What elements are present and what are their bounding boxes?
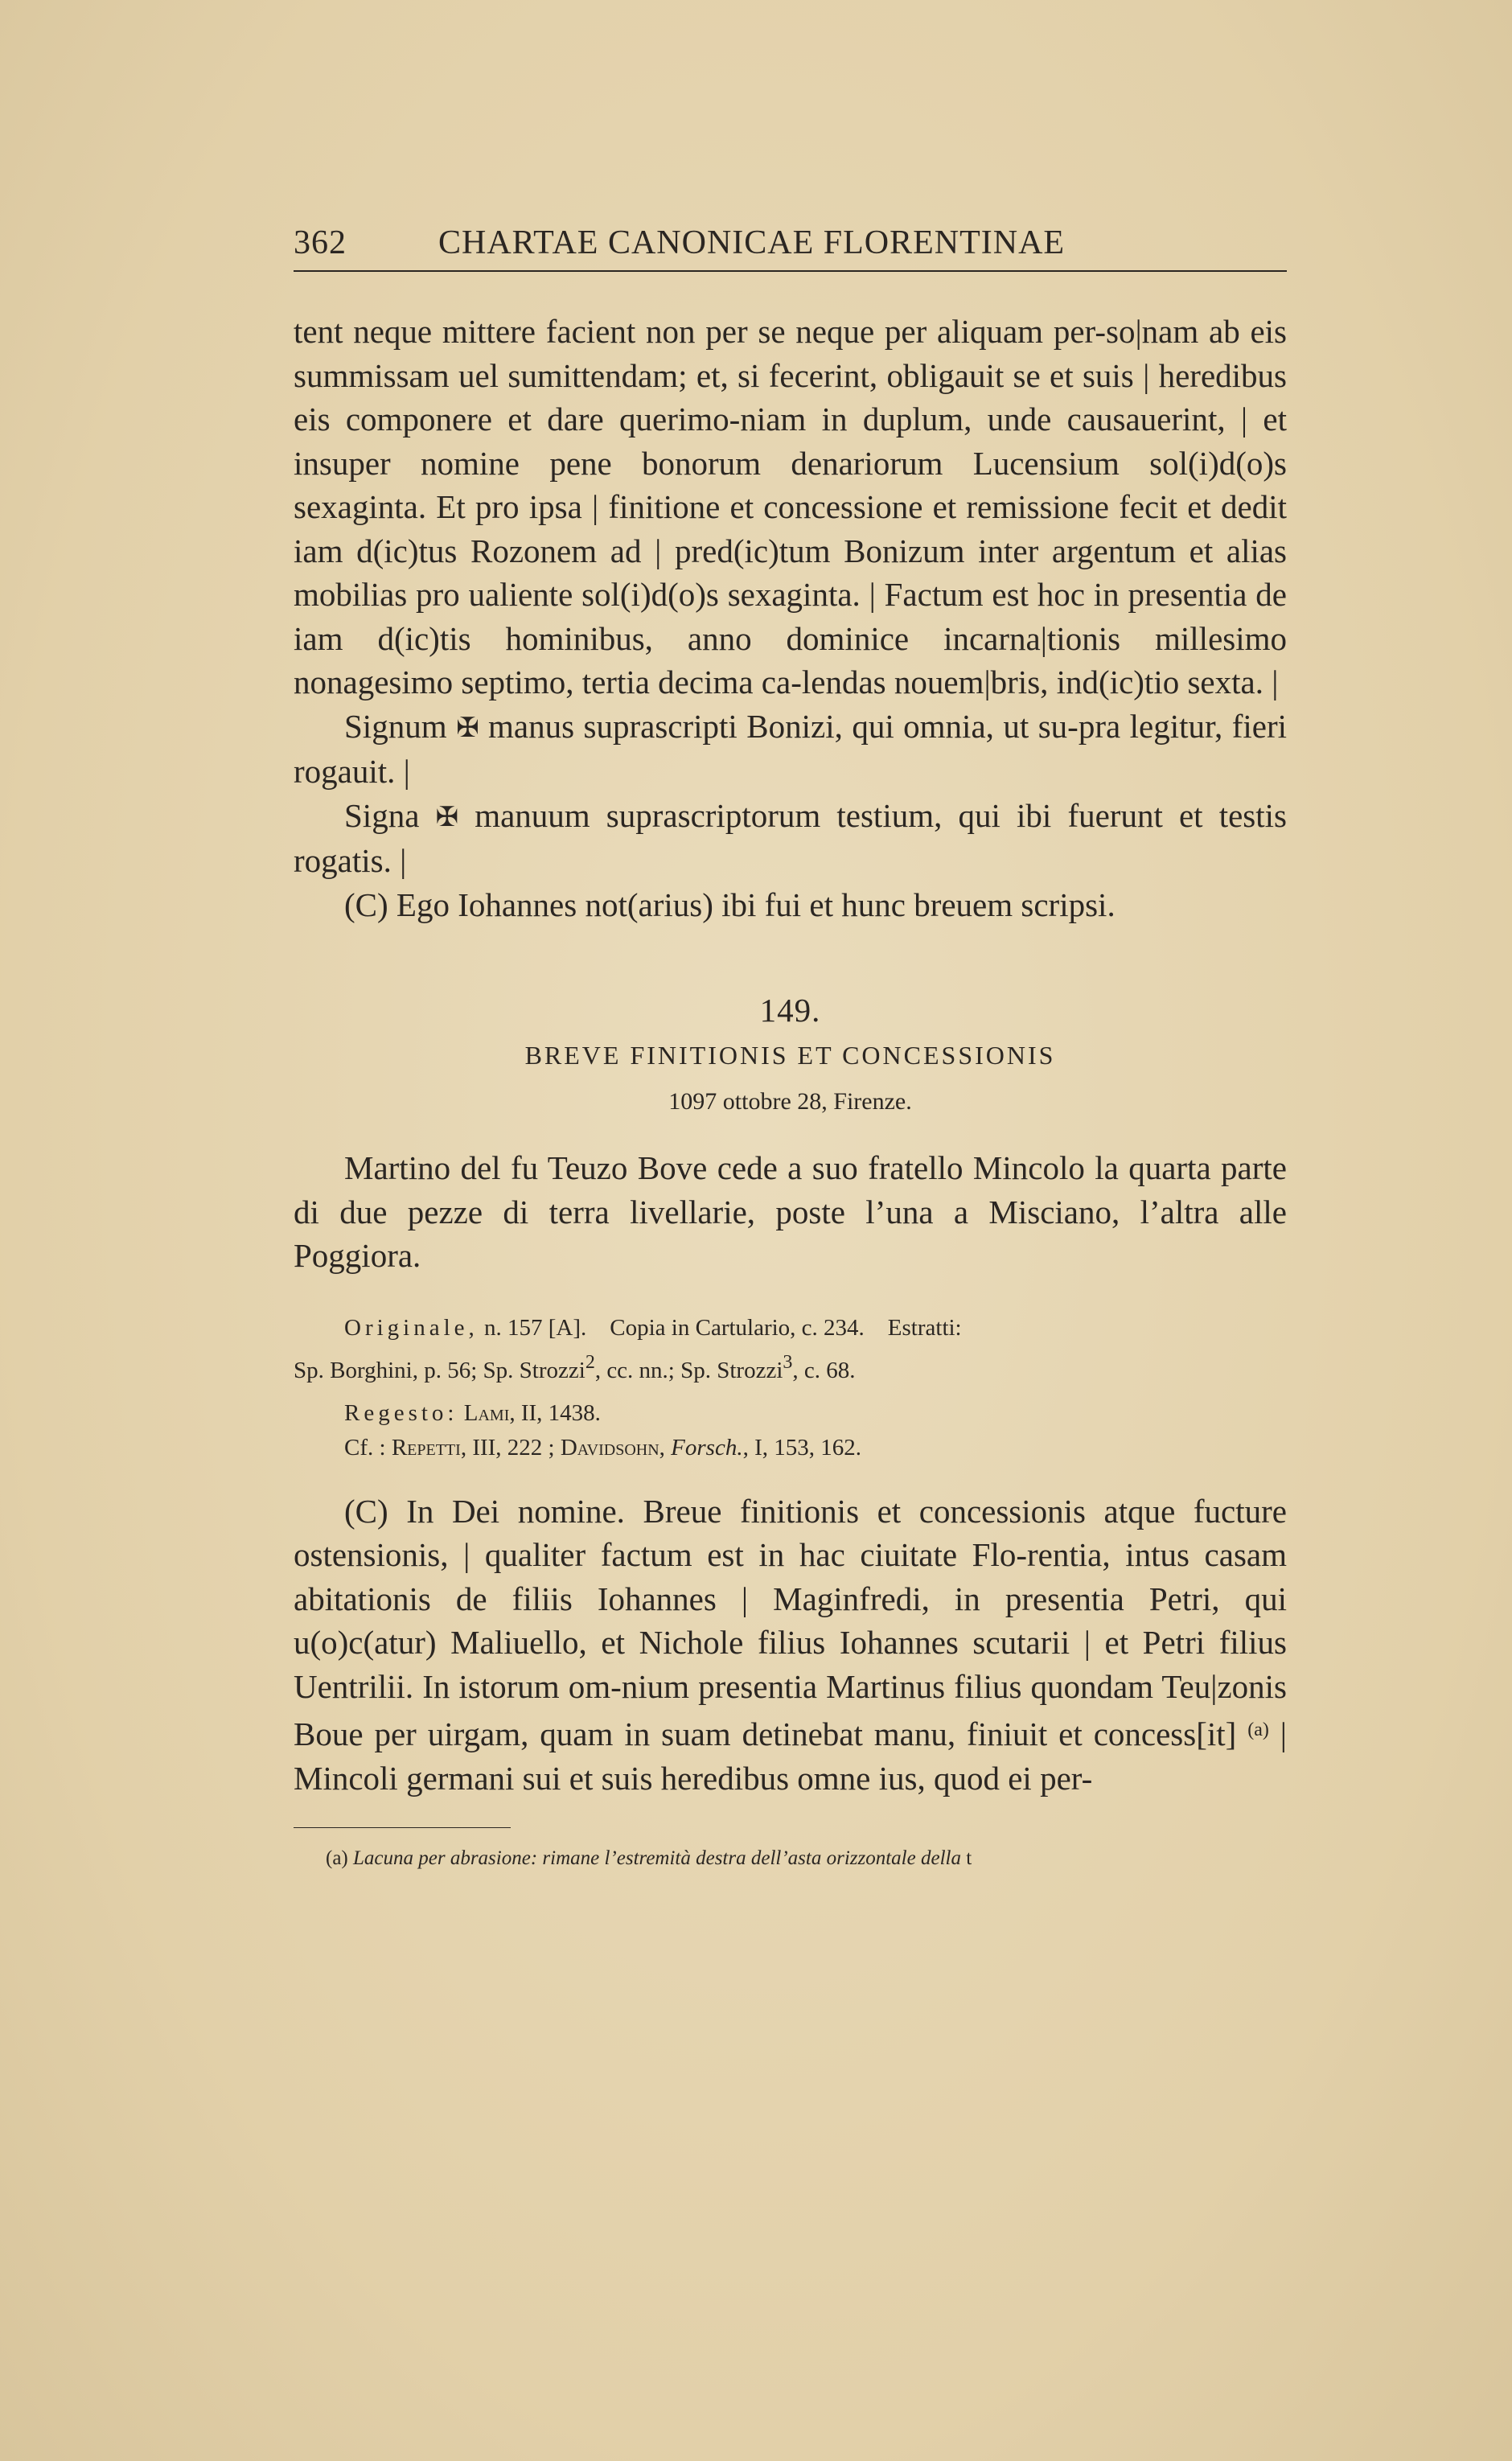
page [294,217,1287,1870]
biblio-estratti [294,1346,1287,1388]
signum-text: manus suprascripti Bonizi, qui omnia, ut su-pra legitur, fieri rogauit. | [294,707,1288,790]
biblio-originale [294,1311,1287,1346]
running-title: CHARTAE CANONICAE FLORENTINAE [438,224,1066,261]
estratti-text: , cc. nn.; Sp. Strozzi [594,1357,783,1383]
regesto-text: , II, 1438. [509,1399,601,1426]
footnote-mark: (a) [326,1847,348,1869]
footnote-rule [294,1827,511,1828]
document-date: 1097 ottobre 28, Firenze. [668,1088,912,1115]
biblio-cf: Cf. : Repetti, III, 222 ; Davidsohn, Forsch., I, 153, 162. [344,1434,861,1461]
regesto-label: Regesto: [344,1399,458,1426]
cf-text: , I, 153, 162. [742,1434,861,1461]
bibliography [294,1311,1287,1465]
page-number: 362 [294,224,347,261]
footnote-text: Lacuna per abrasione: rimane l’estremità destra dell’asta orizzontale della [353,1847,961,1869]
previous-document-text [294,310,1287,926]
superscript: 2 [585,1351,595,1373]
biblio-regesto [294,1396,1287,1431]
estratti-text: Sp. Borghini, p. 56; Sp. Strozzi [294,1357,585,1383]
signa-label: Signa [344,796,420,834]
superscript: 3 [783,1351,793,1373]
cf-work: Forsch. [671,1434,743,1461]
footnote-reference: (a) [1247,1719,1269,1740]
signum-line [294,705,1287,794]
footnote-letter: t [966,1847,972,1869]
regesto-author: Lami [463,1399,510,1426]
signa-text: manuum suprascriptorum testium, qui ibi fuerunt et testis rogatis. | [294,796,1287,879]
body-text: (C) In Dei nomine. Breue finitionis et concessionis atque fucture ostensionis, | qualiter factum est in hac ciuitate Flo-rentia, intus casam abitationis de filiis Iohannes | Maginfredi, in presentia Petri, qui u(o)c(atur) Maliuello, et Nichole filius Iohannes scutarii | et Petri filius Uentrilii. In istorum om-nium presentia Martinus filius quondam Teu|zonis Boue per uirgam, quam in suam detinebat manu, finiuit et concess[it] [294,1492,1287,1752]
body-text-end: | Mincoli germani sui et suis heredibus omne ius, quod ei per- [294,1715,1287,1797]
cf-author: Davidsohn [560,1434,659,1461]
signum-label: Signum [344,707,447,745]
continuation-paragraph: tent neque mittere facient non per se neque per aliquam per-so|nam ab eis summissam uel sumittendam; et, si fecerint, obligauit se et suis | heredibus eis componere et dare querimo-niam in duplum, unde causauerint, | et insuper nomine pene bonorum denariorum Lucensium sol(i)d(o)s sexaginta. Et pro ipsa | finitione et concessione et remissione fecit et dedit iam d(ic)tus Rozonem ad | pred(ic)tum Bonizum inter argentum et alias mobilias pro ualiente sol(i)d(o)s sexaginta. | Factum est hoc in presentia de iam d(ic)tis hominibus, anno dominice incarna|tionis millesimo nonagesimo septimo, tertia decima ca-lendas nouem|bris, ind(ic)tio sexta. | [294,313,1287,701]
cf-text: , III, 222 ; [460,1434,555,1461]
originale-text: n. 157 [A]. Copia in Cartulario, c. 234. Estratti: [484,1314,962,1341]
cf-author: Repetti [391,1434,461,1461]
signa-line [294,794,1287,883]
originale-label: Originale, [344,1314,479,1341]
document-summary: Martino del fu Teuzo Bove cede a suo fratello Mincolo la quarta parte di due pezze di terra livellarie, poste l’una a Misciano, l’altra alle Poggiora. [294,1149,1287,1274]
estratti-text: , c. 68. [792,1357,856,1383]
cf-label: Cf. : [344,1434,386,1461]
running-head [294,217,1287,273]
footnote [294,1847,1287,1870]
document-number: 149. [759,992,821,1029]
document-body [294,1489,1287,1801]
cross-icon: ✠ [456,711,479,744]
cross-icon: ✠ [435,800,459,833]
notary-subscription: (C) Ego Iohannes not(arius) ibi fui et hunc breuem scripsi. [344,885,1116,923]
header-rule [294,270,1287,272]
document-title: BREVE FINITIONIS ET CONCESSIONIS [524,1041,1056,1070]
